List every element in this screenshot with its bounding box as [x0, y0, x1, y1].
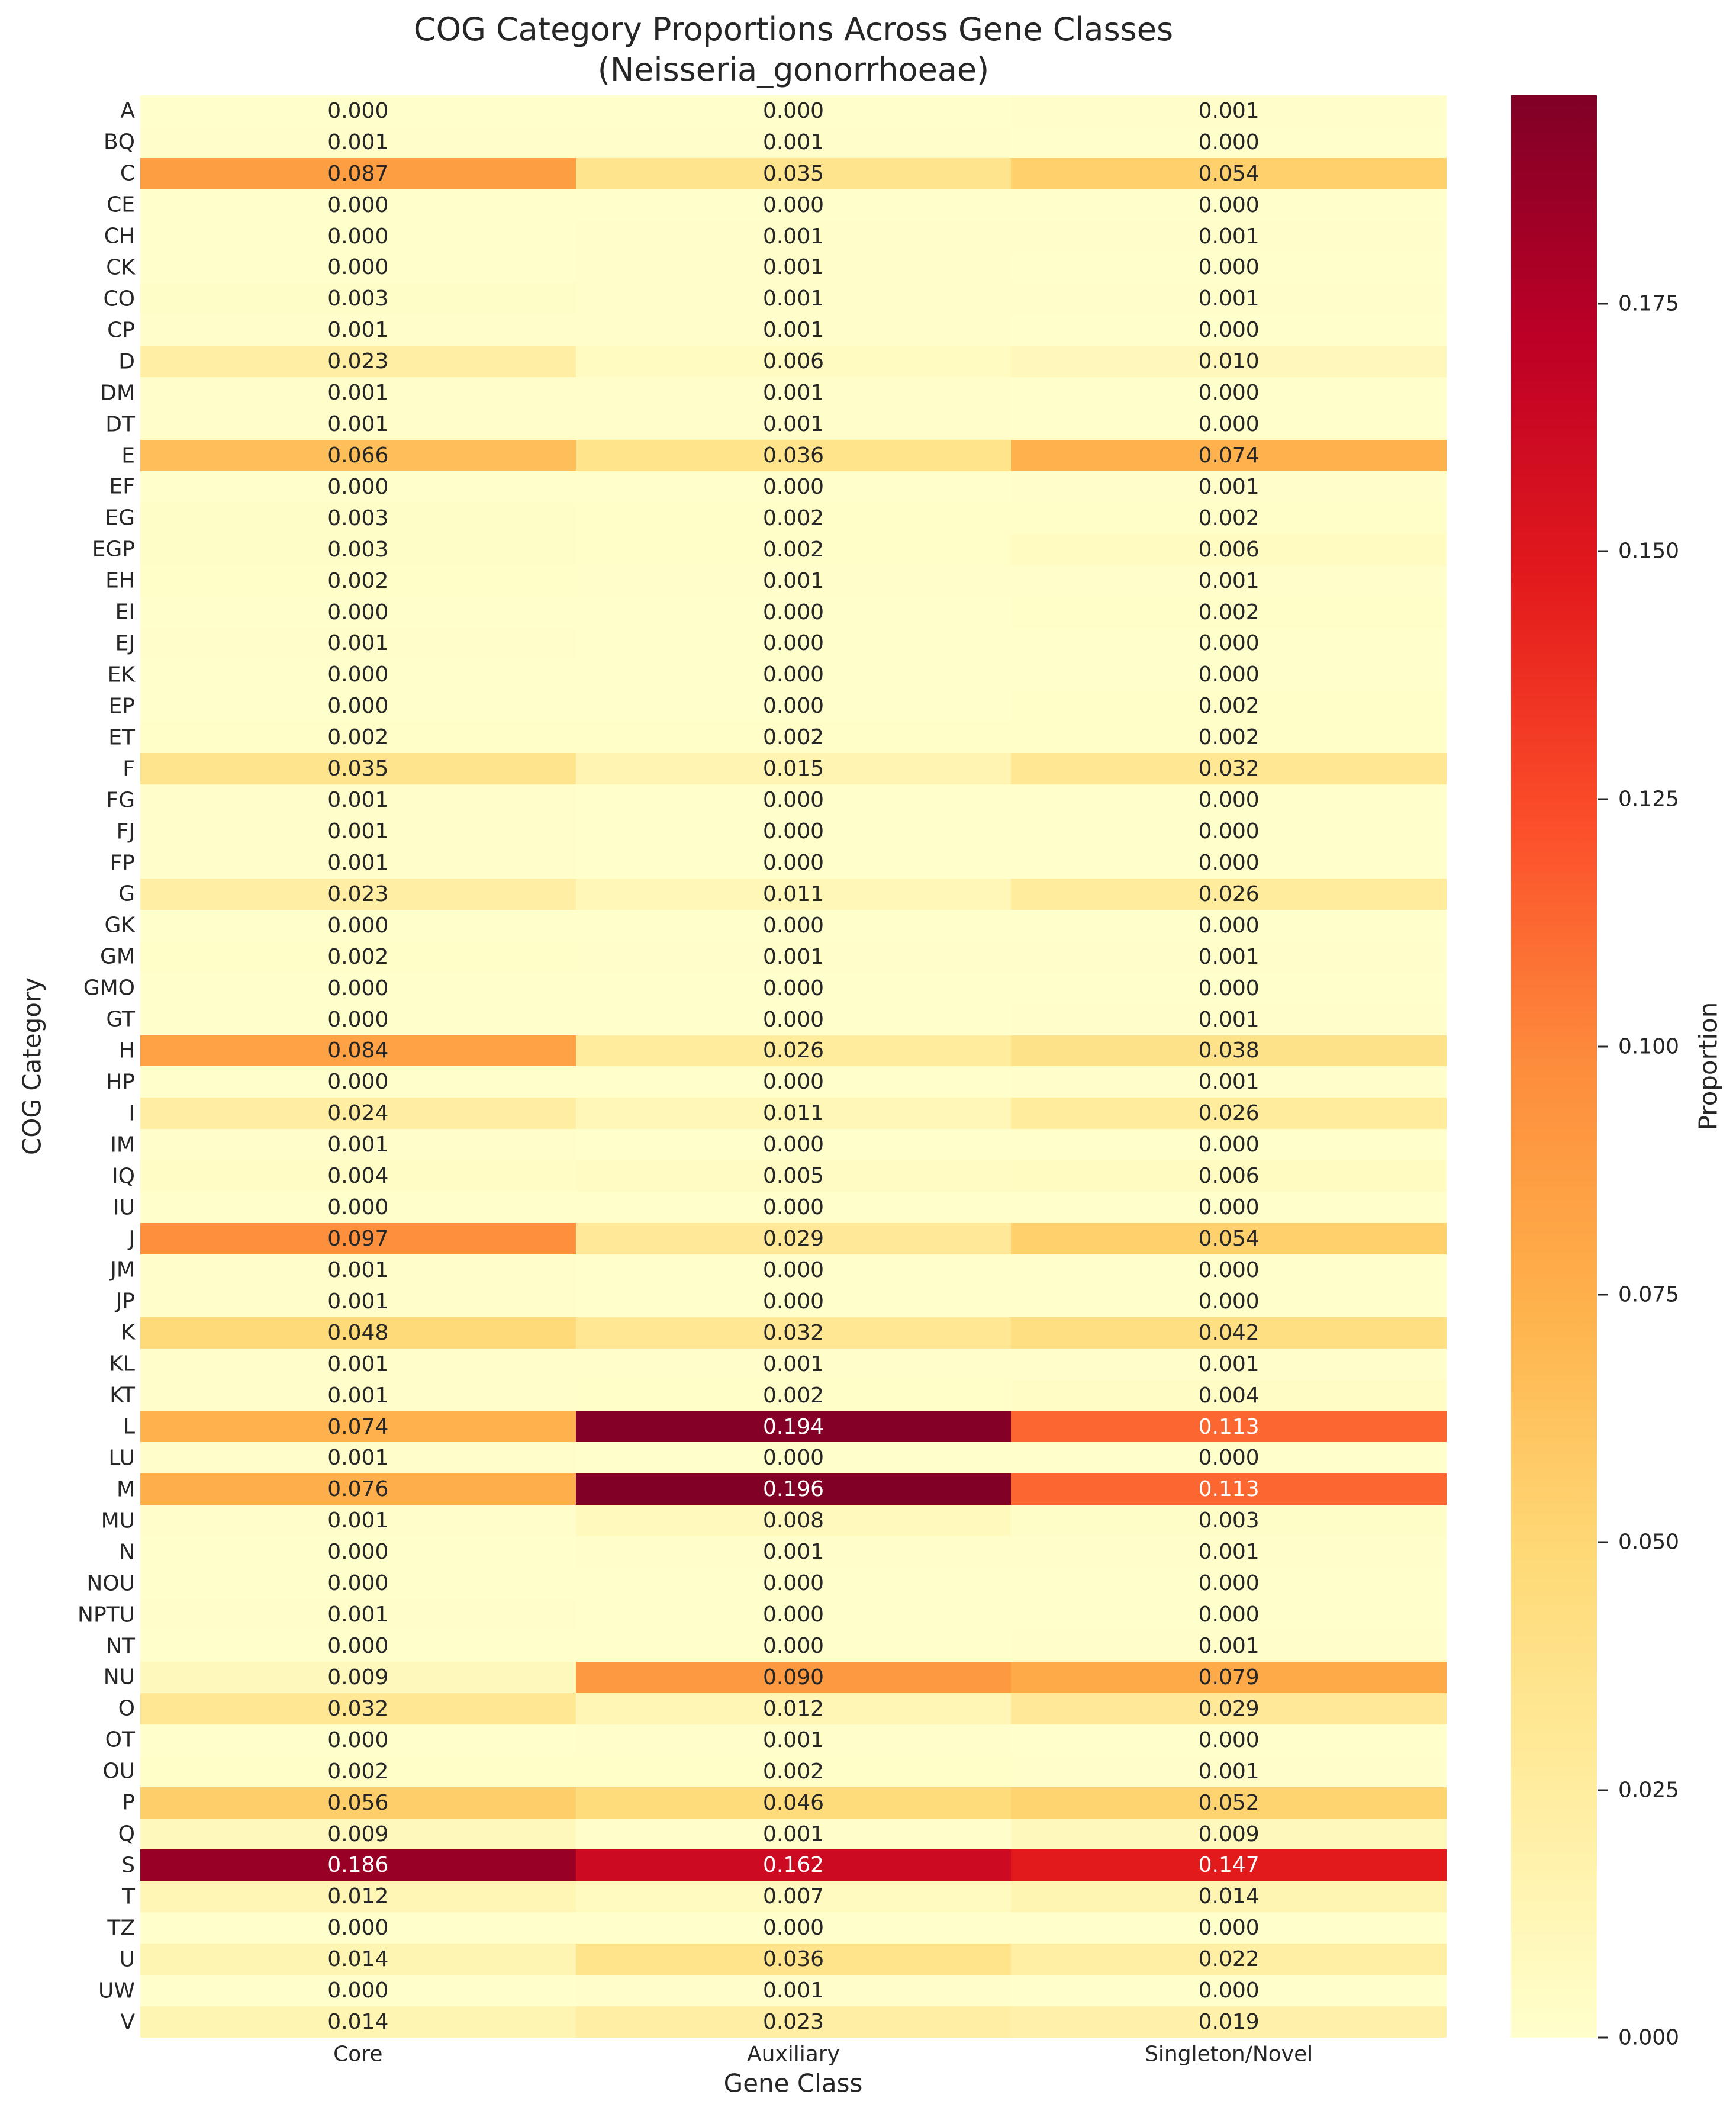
heatmap-cell-FJ-Core: 0.001 — [140, 816, 576, 847]
y-tick-label-FG: FG — [106, 788, 135, 813]
heatmap-cell-N-Auxiliary: 0.001 — [576, 1536, 1012, 1568]
y-tick-label-I: I — [128, 1101, 135, 1126]
colorbar-tick-mark — [1598, 1542, 1608, 1543]
y-tick-label-IM: IM — [110, 1132, 135, 1157]
y-tick-label-E: E — [121, 443, 135, 468]
heatmap-cell-DT-Core: 0.001 — [140, 408, 576, 440]
heatmap-cell-H-Auxiliary: 0.026 — [576, 1035, 1012, 1067]
y-tick-label-EP: EP — [108, 694, 135, 719]
heatmap-cell-FJ-Auxiliary: 0.000 — [576, 816, 1012, 847]
heatmap-cell-EJ-Singleton/Novel: 0.000 — [1011, 628, 1447, 659]
heatmap-cell-EF-Singleton/Novel: 0.001 — [1011, 471, 1447, 503]
colorbar-tick-mark — [1598, 303, 1608, 304]
y-tick-label-GT: GT — [106, 1007, 135, 1032]
heatmap-cell-ET-Auxiliary: 0.002 — [576, 722, 1012, 753]
colorbar-tick-label-0.025: 0.025 — [1618, 1778, 1680, 1802]
colorbar-tick-label-0.000: 0.000 — [1618, 2025, 1680, 2050]
heatmap-cell-GT-Singleton/Novel: 0.001 — [1011, 1004, 1447, 1035]
y-tick-label-FJ: FJ — [116, 819, 135, 844]
heatmap-cell-KL-Auxiliary: 0.001 — [576, 1349, 1012, 1380]
heatmap-cell-NOU-Auxiliary: 0.000 — [576, 1568, 1012, 1599]
heatmap-cell-EK-Core: 0.000 — [140, 659, 576, 690]
heatmap-cell-T-Singleton/Novel: 0.014 — [1011, 1881, 1447, 1912]
heatmap-cell-S-Singleton/Novel: 0.147 — [1011, 1849, 1447, 1881]
heatmap-cell-NU-Core: 0.009 — [140, 1662, 576, 1693]
heatmap-cell-NU-Singleton/Novel: 0.079 — [1011, 1662, 1447, 1693]
heatmap-cell-EP-Singleton/Novel: 0.002 — [1011, 690, 1447, 722]
heatmap-cell-FP-Singleton/Novel: 0.000 — [1011, 847, 1447, 879]
x-tick-label-Auxiliary: Auxiliary — [747, 2042, 840, 2067]
heatmap-cell-FP-Core: 0.001 — [140, 847, 576, 879]
heatmap-cell-J-Auxiliary: 0.029 — [576, 1223, 1012, 1254]
heatmap-cell-F-Singleton/Novel: 0.032 — [1011, 753, 1447, 784]
y-tick-label-F: F — [123, 757, 135, 781]
heatmap-cell-L-Singleton/Novel: 0.113 — [1011, 1411, 1447, 1443]
heatmap-cell-JM-Auxiliary: 0.000 — [576, 1254, 1012, 1286]
colorbar-tick-label-0.075: 0.075 — [1618, 1282, 1680, 1307]
y-tick-label-P: P — [122, 1790, 135, 1815]
heatmap — [140, 95, 1447, 2038]
heatmap-cell-GT-Core: 0.000 — [140, 1004, 576, 1035]
heatmap-cell-E-Auxiliary: 0.036 — [576, 440, 1012, 471]
heatmap-cell-CH-Auxiliary: 0.001 — [576, 221, 1012, 252]
heatmap-cell-NOU-Core: 0.000 — [140, 1568, 576, 1599]
y-tick-label-D: D — [118, 349, 135, 374]
heatmap-cell-J-Singleton/Novel: 0.054 — [1011, 1223, 1447, 1254]
y-tick-label-NPTU: NPTU — [78, 1603, 135, 1627]
heatmap-cell-UW-Auxiliary: 0.001 — [576, 1975, 1012, 2006]
heatmap-cell-EF-Core: 0.000 — [140, 471, 576, 503]
heatmap-cell-GK-Singleton/Novel: 0.000 — [1011, 910, 1447, 941]
heatmap-cell-K-Core: 0.048 — [140, 1317, 576, 1349]
y-tick-label-NOU: NOU — [86, 1571, 135, 1596]
y-tick-label-LU: LU — [108, 1446, 135, 1471]
heatmap-cell-GM-Auxiliary: 0.001 — [576, 941, 1012, 973]
heatmap-cell-CK-Singleton/Novel: 0.000 — [1011, 252, 1447, 284]
figure-title: COG Category Proportions Across Gene Classes — [413, 11, 1174, 48]
heatmap-cell-K-Singleton/Novel: 0.042 — [1011, 1317, 1447, 1349]
y-tick-label-TZ: TZ — [107, 1916, 135, 1941]
heatmap-cell-C-Core: 0.087 — [140, 158, 576, 189]
heatmap-cell-L-Auxiliary: 0.194 — [576, 1411, 1012, 1443]
heatmap-cell-TZ-Singleton/Novel: 0.000 — [1011, 1912, 1447, 1944]
heatmap-cell-N-Singleton/Novel: 0.001 — [1011, 1536, 1447, 1568]
heatmap-cell-CP-Singleton/Novel: 0.000 — [1011, 314, 1447, 346]
heatmap-cell-EH-Auxiliary: 0.001 — [576, 565, 1012, 597]
heatmap-cell-JP-Auxiliary: 0.000 — [576, 1286, 1012, 1317]
colorbar-tick-label-0.175: 0.175 — [1618, 291, 1680, 316]
heatmap-cell-ET-Core: 0.002 — [140, 722, 576, 753]
heatmap-cell-BQ-Auxiliary: 0.001 — [576, 127, 1012, 158]
colorbar-tick-label-0.150: 0.150 — [1618, 539, 1680, 564]
heatmap-cell-D-Auxiliary: 0.006 — [576, 346, 1012, 377]
heatmap-cell-T-Auxiliary: 0.007 — [576, 1881, 1012, 1912]
heatmap-cell-EK-Auxiliary: 0.000 — [576, 659, 1012, 690]
heatmap-cell-P-Singleton/Novel: 0.052 — [1011, 1787, 1447, 1819]
heatmap-cell-TZ-Auxiliary: 0.000 — [576, 1912, 1012, 1944]
heatmap-cell-EGP-Auxiliary: 0.002 — [576, 534, 1012, 565]
y-tick-label-L: L — [123, 1414, 135, 1439]
heatmap-cell-GMO-Core: 0.000 — [140, 973, 576, 1004]
heatmap-cell-G-Core: 0.023 — [140, 879, 576, 910]
heatmap-cell-NPTU-Auxiliary: 0.000 — [576, 1599, 1012, 1630]
y-tick-label-OT: OT — [105, 1727, 135, 1752]
heatmap-cell-BQ-Core: 0.001 — [140, 127, 576, 158]
heatmap-cell-M-Core: 0.076 — [140, 1473, 576, 1505]
heatmap-cell-JM-Core: 0.001 — [140, 1254, 576, 1286]
heatmap-cell-OT-Core: 0.000 — [140, 1724, 576, 1756]
heatmap-cell-A-Core: 0.000 — [140, 95, 576, 127]
heatmap-cell-EGP-Singleton/Novel: 0.006 — [1011, 534, 1447, 565]
heatmap-cell-K-Auxiliary: 0.032 — [576, 1317, 1012, 1349]
heatmap-cell-BQ-Singleton/Novel: 0.000 — [1011, 127, 1447, 158]
heatmap-cell-I-Core: 0.024 — [140, 1098, 576, 1129]
y-tick-label-EG: EG — [105, 506, 135, 530]
heatmap-cell-S-Auxiliary: 0.162 — [576, 1849, 1012, 1881]
y-tick-label-S: S — [121, 1853, 135, 1878]
heatmap-cell-IM-Auxiliary: 0.000 — [576, 1129, 1012, 1160]
heatmap-cell-DM-Core: 0.001 — [140, 377, 576, 408]
heatmap-cell-EI-Singleton/Novel: 0.002 — [1011, 597, 1447, 628]
y-tick-label-M: M — [116, 1477, 135, 1502]
y-tick-label-U: U — [119, 1947, 135, 1972]
heatmap-cell-CK-Core: 0.000 — [140, 252, 576, 284]
heatmap-cell-FG-Singleton/Novel: 0.000 — [1011, 784, 1447, 816]
y-tick-label-GK: GK — [104, 913, 135, 938]
heatmap-cell-KT-Singleton/Novel: 0.004 — [1011, 1380, 1447, 1411]
heatmap-cell-EI-Auxiliary: 0.000 — [576, 597, 1012, 628]
y-tick-label-CO: CO — [103, 287, 135, 311]
figure-subtitle: (Neisseria_gonorrhoeae) — [597, 50, 990, 88]
heatmap-cell-U-Core: 0.014 — [140, 1944, 576, 1975]
heatmap-cell-HP-Core: 0.000 — [140, 1066, 576, 1098]
heatmap-cell-LU-Core: 0.001 — [140, 1442, 576, 1473]
heatmap-cell-E-Singleton/Novel: 0.074 — [1011, 440, 1447, 471]
heatmap-cell-IM-Core: 0.001 — [140, 1129, 576, 1160]
heatmap-cell-NPTU-Singleton/Novel: 0.000 — [1011, 1599, 1447, 1630]
colorbar-tick-mark — [1598, 1789, 1608, 1791]
heatmap-cell-Q-Core: 0.009 — [140, 1819, 576, 1850]
heatmap-cell-MU-Singleton/Novel: 0.003 — [1011, 1505, 1447, 1536]
heatmap-cell-EP-Core: 0.000 — [140, 690, 576, 722]
y-tick-label-H: H — [118, 1038, 135, 1063]
heatmap-cell-H-Core: 0.084 — [140, 1035, 576, 1067]
heatmap-cell-IM-Singleton/Novel: 0.000 — [1011, 1129, 1447, 1160]
y-tick-label-J: J — [128, 1227, 135, 1251]
heatmap-cell-N-Core: 0.000 — [140, 1536, 576, 1568]
heatmap-cell-FG-Auxiliary: 0.000 — [576, 784, 1012, 816]
heatmap-cell-O-Core: 0.032 — [140, 1693, 576, 1724]
heatmap-cell-OT-Auxiliary: 0.001 — [576, 1724, 1012, 1756]
colorbar-tick-mark — [1598, 2037, 1608, 2039]
heatmap-cell-U-Singleton/Novel: 0.022 — [1011, 1944, 1447, 1975]
heatmap-cell-G-Auxiliary: 0.011 — [576, 879, 1012, 910]
colorbar-tick-mark — [1598, 798, 1608, 800]
y-tick-label-O: O — [118, 1696, 135, 1721]
y-axis-label: COG Category — [17, 977, 47, 1156]
colorbar-tick-label-0.125: 0.125 — [1618, 787, 1680, 812]
heatmap-cell-O-Auxiliary: 0.012 — [576, 1693, 1012, 1724]
y-tick-label-V: V — [120, 2010, 135, 2035]
colorbar-label: Proportion — [1693, 1002, 1723, 1131]
y-tick-label-EI: EI — [115, 600, 135, 625]
heatmap-cell-A-Singleton/Novel: 0.001 — [1011, 95, 1447, 127]
heatmap-cell-JP-Singleton/Novel: 0.000 — [1011, 1286, 1447, 1317]
heatmap-cell-G-Singleton/Novel: 0.026 — [1011, 879, 1447, 910]
heatmap-cell-CE-Auxiliary: 0.000 — [576, 189, 1012, 221]
heatmap-cell-UW-Core: 0.000 — [140, 1975, 576, 2006]
heatmap-cell-IU-Singleton/Novel: 0.000 — [1011, 1192, 1447, 1223]
heatmap-cell-M-Auxiliary: 0.196 — [576, 1473, 1012, 1505]
heatmap-cell-FJ-Singleton/Novel: 0.000 — [1011, 816, 1447, 847]
heatmap-cell-F-Core: 0.035 — [140, 753, 576, 784]
heatmap-cell-NU-Auxiliary: 0.090 — [576, 1662, 1012, 1693]
heatmap-cell-MU-Core: 0.001 — [140, 1505, 576, 1536]
heatmap-cell-EJ-Core: 0.001 — [140, 628, 576, 659]
heatmap-cell-KT-Auxiliary: 0.002 — [576, 1380, 1012, 1411]
heatmap-cell-OT-Singleton/Novel: 0.000 — [1011, 1724, 1447, 1756]
heatmap-cell-KT-Core: 0.001 — [140, 1380, 576, 1411]
heatmap-cell-I-Singleton/Novel: 0.026 — [1011, 1098, 1447, 1129]
heatmap-cell-EJ-Auxiliary: 0.000 — [576, 628, 1012, 659]
heatmap-cell-C-Auxiliary: 0.035 — [576, 158, 1012, 189]
heatmap-cell-GT-Auxiliary: 0.000 — [576, 1004, 1012, 1035]
heatmap-cell-DM-Auxiliary: 0.001 — [576, 377, 1012, 408]
colorbar-tick-label-0.050: 0.050 — [1618, 1530, 1680, 1555]
heatmap-cell-GM-Core: 0.002 — [140, 941, 576, 973]
heatmap-cell-F-Auxiliary: 0.015 — [576, 753, 1012, 784]
heatmap-cell-HP-Auxiliary: 0.000 — [576, 1066, 1012, 1098]
y-tick-label-JM: JM — [110, 1257, 135, 1282]
heatmap-cell-GK-Auxiliary: 0.000 — [576, 910, 1012, 941]
heatmap-cell-NOU-Singleton/Novel: 0.000 — [1011, 1568, 1447, 1599]
y-tick-label-C: C — [120, 161, 135, 186]
heatmap-cell-CP-Auxiliary: 0.001 — [576, 314, 1012, 346]
heatmap-cell-EK-Singleton/Novel: 0.000 — [1011, 659, 1447, 690]
heatmap-cell-M-Singleton/Novel: 0.113 — [1011, 1473, 1447, 1505]
heatmap-cell-HP-Singleton/Novel: 0.001 — [1011, 1066, 1447, 1098]
heatmap-cell-Q-Singleton/Novel: 0.009 — [1011, 1819, 1447, 1850]
heatmap-cell-FP-Auxiliary: 0.000 — [576, 847, 1012, 879]
heatmap-cell-EG-Core: 0.003 — [140, 503, 576, 534]
y-tick-label-CK: CK — [106, 255, 135, 280]
y-tick-label-N: N — [119, 1540, 135, 1565]
y-tick-label-Q: Q — [118, 1822, 135, 1846]
heatmap-cell-OU-Core: 0.002 — [140, 1756, 576, 1787]
heatmap-cell-U-Auxiliary: 0.036 — [576, 1944, 1012, 1975]
heatmap-cell-CO-Core: 0.003 — [140, 283, 576, 314]
y-tick-label-K: K — [121, 1320, 135, 1345]
heatmap-cell-CK-Auxiliary: 0.001 — [576, 252, 1012, 284]
heatmap-cell-GM-Singleton/Novel: 0.001 — [1011, 941, 1447, 973]
heatmap-cell-CH-Core: 0.000 — [140, 221, 576, 252]
y-tick-label-JP: JP — [115, 1289, 135, 1314]
heatmap-cell-ET-Singleton/Novel: 0.002 — [1011, 722, 1447, 753]
y-tick-label-HP: HP — [106, 1070, 135, 1095]
heatmap-cell-JM-Singleton/Novel: 0.000 — [1011, 1254, 1447, 1286]
heatmap-cell-EGP-Core: 0.003 — [140, 534, 576, 565]
x-axis-label: Gene Class — [723, 2068, 863, 2098]
heatmap-cell-CO-Auxiliary: 0.001 — [576, 283, 1012, 314]
heatmap-cell-IQ-Auxiliary: 0.005 — [576, 1160, 1012, 1192]
figure-title-block — [140, 9, 1447, 89]
heatmap-cell-DT-Auxiliary: 0.001 — [576, 408, 1012, 440]
heatmap-cell-CP-Core: 0.001 — [140, 314, 576, 346]
heatmap-cell-IU-Core: 0.000 — [140, 1192, 576, 1223]
y-tick-label-EK: EK — [107, 662, 135, 687]
colorbar-tick-mark — [1598, 1294, 1608, 1295]
heatmap-cell-H-Singleton/Novel: 0.038 — [1011, 1035, 1447, 1067]
colorbar-tick-mark — [1598, 1046, 1608, 1048]
heatmap-cell-EG-Singleton/Novel: 0.002 — [1011, 503, 1447, 534]
heatmap-cell-E-Core: 0.066 — [140, 440, 576, 471]
y-tick-label-BQ: BQ — [103, 130, 135, 155]
y-tick-label-EF: EF — [109, 474, 135, 499]
heatmap-cell-A-Auxiliary: 0.000 — [576, 95, 1012, 127]
heatmap-cell-S-Core: 0.186 — [140, 1849, 576, 1881]
heatmap-cell-CE-Singleton/Novel: 0.000 — [1011, 189, 1447, 221]
y-tick-label-T: T — [122, 1884, 135, 1909]
y-tick-label-ET: ET — [108, 725, 135, 750]
heatmap-cell-EH-Core: 0.002 — [140, 565, 576, 597]
heatmap-cell-O-Singleton/Novel: 0.029 — [1011, 1693, 1447, 1724]
heatmap-cell-V-Singleton/Novel: 0.019 — [1011, 2006, 1447, 2038]
y-tick-label-CP: CP — [107, 318, 135, 343]
heatmap-cell-V-Auxiliary: 0.023 — [576, 2006, 1012, 2038]
heatmap-cell-GMO-Auxiliary: 0.000 — [576, 973, 1012, 1004]
heatmap-cell-KL-Singleton/Novel: 0.001 — [1011, 1349, 1447, 1380]
y-tick-label-GMO: GMO — [83, 976, 135, 1000]
y-tick-label-IQ: IQ — [112, 1164, 135, 1189]
y-tick-label-IU: IU — [113, 1195, 135, 1220]
y-tick-label-FP: FP — [109, 851, 135, 876]
heatmap-cell-LU-Auxiliary: 0.000 — [576, 1442, 1012, 1473]
heatmap-cell-D-Singleton/Novel: 0.010 — [1011, 346, 1447, 377]
heatmap-cell-IQ-Core: 0.004 — [140, 1160, 576, 1192]
heatmap-cell-EH-Singleton/Novel: 0.001 — [1011, 565, 1447, 597]
heatmap-cell-GK-Core: 0.000 — [140, 910, 576, 941]
heatmap-cell-CO-Singleton/Novel: 0.001 — [1011, 283, 1447, 314]
y-tick-label-EJ: EJ — [115, 631, 135, 656]
heatmap-cell-KL-Core: 0.001 — [140, 1349, 576, 1380]
heatmap-cell-EG-Auxiliary: 0.002 — [576, 503, 1012, 534]
heatmap-cell-EF-Auxiliary: 0.000 — [576, 471, 1012, 503]
y-tick-label-OU: OU — [102, 1759, 135, 1784]
heatmap-cell-I-Auxiliary: 0.011 — [576, 1098, 1012, 1129]
heatmap-cell-LU-Singleton/Novel: 0.000 — [1011, 1442, 1447, 1473]
heatmap-cell-GMO-Singleton/Novel: 0.000 — [1011, 973, 1447, 1004]
heatmap-cell-OU-Auxiliary: 0.002 — [576, 1756, 1012, 1787]
y-tick-label-KT: KT — [109, 1383, 135, 1408]
y-tick-label-EGP: EGP — [92, 537, 135, 562]
heatmap-cell-NT-Singleton/Novel: 0.001 — [1011, 1630, 1447, 1662]
heatmap-cell-Q-Auxiliary: 0.001 — [576, 1819, 1012, 1850]
heatmap-cell-NPTU-Core: 0.001 — [140, 1599, 576, 1630]
y-tick-label-UW: UW — [98, 1978, 135, 2003]
y-tick-label-DT: DT — [105, 412, 135, 437]
heatmap-cell-MU-Auxiliary: 0.008 — [576, 1505, 1012, 1536]
y-tick-label-CE: CE — [107, 192, 135, 217]
y-tick-label-G: G — [118, 881, 135, 906]
heatmap-cell-V-Core: 0.014 — [140, 2006, 576, 2038]
y-tick-label-DM: DM — [100, 381, 135, 406]
heatmap-cell-C-Singleton/Novel: 0.054 — [1011, 158, 1447, 189]
heatmap-cell-P-Core: 0.056 — [140, 1787, 576, 1819]
heatmap-cell-L-Core: 0.074 — [140, 1411, 576, 1443]
heatmap-cell-CH-Singleton/Novel: 0.001 — [1011, 221, 1447, 252]
colorbar-tick-label-0.100: 0.100 — [1618, 1034, 1680, 1059]
heatmap-cell-DM-Singleton/Novel: 0.000 — [1011, 377, 1447, 408]
heatmap-cell-JP-Core: 0.001 — [140, 1286, 576, 1317]
heatmap-cell-IQ-Singleton/Novel: 0.006 — [1011, 1160, 1447, 1192]
y-tick-label-EH: EH — [105, 568, 135, 593]
heatmap-cell-CE-Core: 0.000 — [140, 189, 576, 221]
y-tick-label-NT: NT — [106, 1634, 135, 1658]
colorbar-tick-mark — [1598, 551, 1608, 552]
heatmap-cell-T-Core: 0.012 — [140, 1881, 576, 1912]
heatmap-cell-EI-Core: 0.000 — [140, 597, 576, 628]
heatmap-cell-NT-Auxiliary: 0.000 — [576, 1630, 1012, 1662]
heatmap-cell-P-Auxiliary: 0.046 — [576, 1787, 1012, 1819]
heatmap-cell-IU-Auxiliary: 0.000 — [576, 1192, 1012, 1223]
x-tick-label-Singleton/Novel: Singleton/Novel — [1145, 2042, 1313, 2067]
heatmap-cell-UW-Singleton/Novel: 0.000 — [1011, 1975, 1447, 2006]
heatmap-cell-FG-Core: 0.001 — [140, 784, 576, 816]
y-tick-label-KL: KL — [109, 1352, 135, 1376]
heatmap-cell-TZ-Core: 0.000 — [140, 1912, 576, 1944]
heatmap-cell-NT-Core: 0.000 — [140, 1630, 576, 1662]
heatmap-cell-EP-Auxiliary: 0.000 — [576, 690, 1012, 722]
heatmap-cell-D-Core: 0.023 — [140, 346, 576, 377]
y-tick-label-NU: NU — [103, 1665, 135, 1690]
heatmap-cell-J-Core: 0.097 — [140, 1223, 576, 1254]
heatmap-cell-DT-Singleton/Novel: 0.000 — [1011, 408, 1447, 440]
colorbar — [1511, 95, 1597, 2038]
heatmap-cell-OU-Singleton/Novel: 0.001 — [1011, 1756, 1447, 1787]
y-tick-label-CH: CH — [104, 224, 135, 249]
y-tick-label-GM: GM — [100, 944, 135, 969]
x-tick-label-Core: Core — [333, 2042, 383, 2067]
y-tick-label-A: A — [120, 98, 135, 123]
y-tick-label-MU: MU — [101, 1508, 135, 1533]
